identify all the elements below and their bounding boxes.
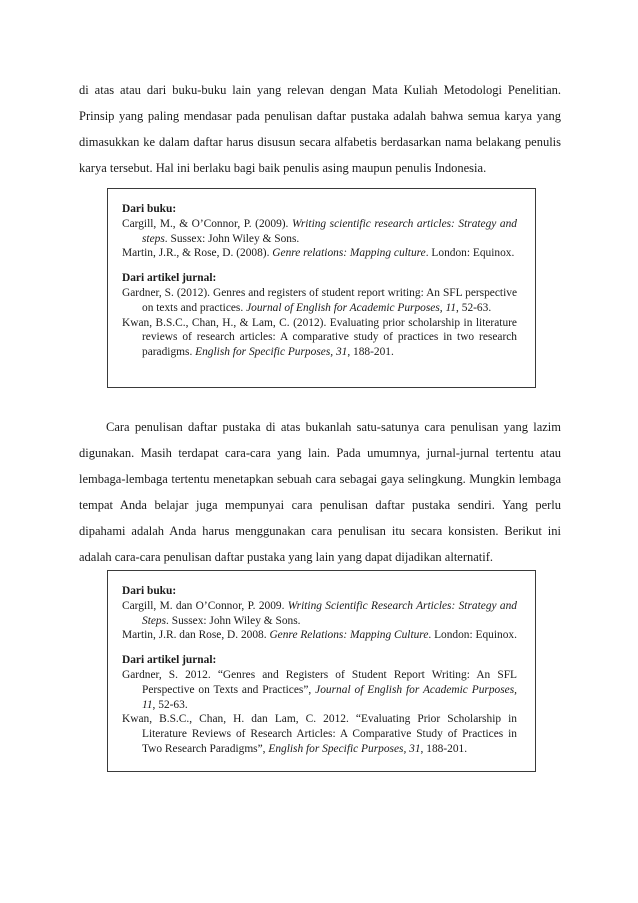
- books-heading: Dari buku:: [122, 203, 177, 215]
- reference-entry: Gardner, S. (2012). Genres and registers of student report writing: An SFL perspective on texts and practices. Journal of English for Academic Purposes, 11, 52-63.: [122, 286, 517, 314]
- reference-box-2: [107, 570, 536, 772]
- books-heading: Dari buku:: [122, 585, 177, 597]
- reference-entry: Kwan, B.S.C., Chan, H., & Lam, C. (2012). Evaluating prior scholarship in literature reviews of research articles: A comparative study of practices in two research paradigms. English for Specific Purposes, 31, 188-201.: [122, 316, 517, 359]
- reference-entry: Gardner, S. 2012. “Genres and Registers of Student Report Writing: An SFL Perspective on Texts and Practices”, Journal of English for Academic Purposes, 11, 52-63.: [122, 668, 518, 711]
- reference-entry: Cargill, M. dan O’Connor, P. 2009. Writing Scientific Research Articles: Strategy and Steps. Sussex: John Wiley & Sons.: [122, 599, 517, 627]
- reference-entry: Kwan, B.S.C., Chan, H. dan Lam, C. 2012. “Evaluating Prior Scholarship in Literature Reviews of Research Articles: A Comparative Study of Practices in Two Research Paradigms”, English for Specific Purposes, 31, 188-201.: [122, 713, 517, 755]
- journals-heading: Dari artikel jurnal:: [122, 272, 217, 285]
- reference-entry: Martin, J.R., & Rose, D. (2008). Genre relations: Mapping culture. London: Equinox.: [122, 247, 515, 260]
- reference-entry: Martin, J.R. dan Rose, D. 2008. Genre Relations: Mapping Culture. London: Equinox.: [122, 629, 517, 642]
- reference-box-1: [107, 188, 536, 388]
- paragraph-2: Cara penulisan daftar pustaka di atas bukanlah satu-satunya cara penulisan yang lazim digunakan. Masih terdapat cara-cara yang lain. Pada umumnya, jurnal-jurnal tertentu atau lembaga-lembaga tertentu menetapkan sebuah cara sebagai gaya selingkung. Mungkin lembaga tempat Anda belajar juga mempunyai cara penulisan daftar pustaka sendiri. Yang perlu dipahami adalah Anda harus menggunakan cara penulisan itu secara konsisten. Berikut ini adalah cara-cara penulisan daftar pustaka yang lain yang dapat dijadikan alternatif.: [79, 420, 561, 564]
- paragraph-1: di atas atau dari buku-buku lain yang relevan dengan Mata Kuliah Metodologi Penelitian. Prinsip yang paling mendasar pada penulisan daftar pustaka adalah bahwa semua karya yang dimasukkan ke dalam daftar harus disusun secara alfabetis berdasarkan nama belakang penulis karya tersebut. Hal ini berlaku bagi baik penulis asing maupun penulis Indonesia.: [79, 83, 561, 175]
- journals-heading: Dari artikel jurnal:: [122, 654, 217, 667]
- reference-entry: Cargill, M., & O’Connor, P. (2009). Writing scientific research articles: Strategy and steps. Sussex: John Wiley & Sons.: [122, 217, 517, 245]
